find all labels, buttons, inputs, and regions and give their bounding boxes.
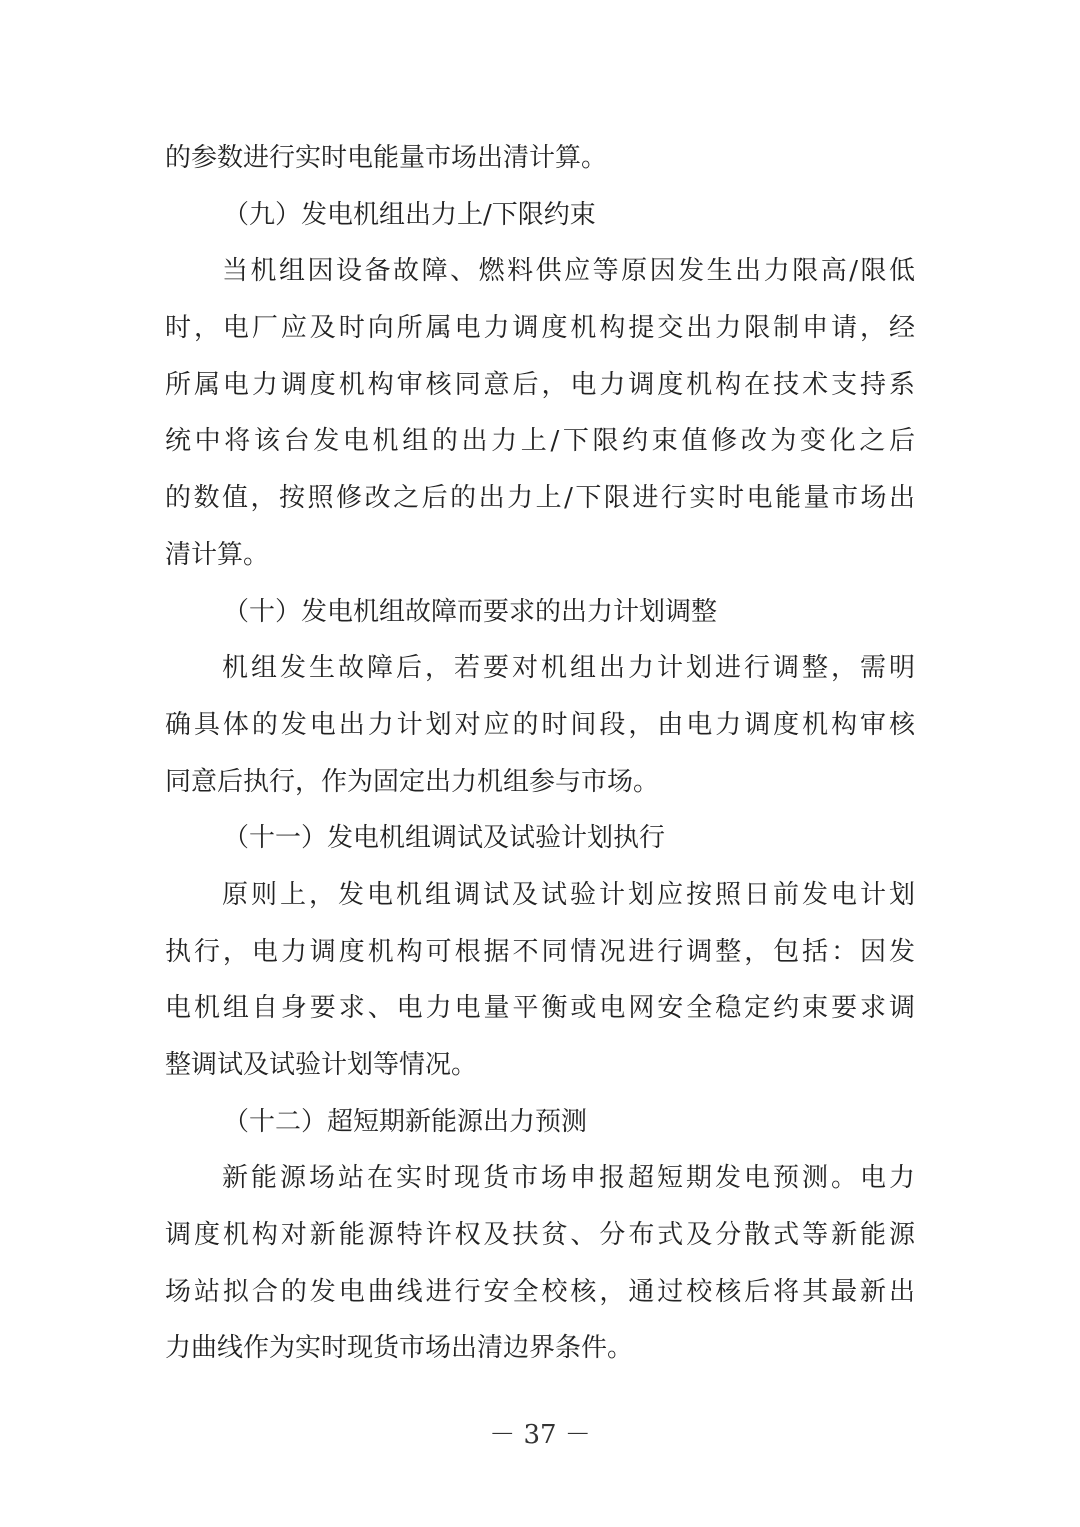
paragraph-line: 的参数进行实时电能量市场出清计算。 <box>165 143 608 173</box>
paragraph-line: 原则上，发电机组调试及试验计划应按照日前发电计划 <box>222 879 915 910</box>
paragraph-line: 力曲线作为实时现货市场出清边界条件。 <box>165 1333 634 1364</box>
paragraph-line: 的数值，按照修改之后的出力上/下限进行实时电能量市场出 <box>165 483 915 514</box>
paragraph-line: 场站拟合的发电曲线进行安全校核，通过校核后将其最新出 <box>165 1276 915 1307</box>
page-number: － 37 － <box>489 1420 591 1450</box>
section-heading-10: （十）发电机组故障而要求的出力计划调整 <box>223 596 718 627</box>
paragraph-line: 调度机构对新能源特许权及扶贫、分布式及分散式等新能源 <box>165 1220 915 1251</box>
section-heading-11: （十一）发电机组调试及试验计划执行 <box>223 823 666 854</box>
paragraph-line: 所属电力调度机构审核同意后，电力调度机构在技术支持系 <box>165 369 915 400</box>
paragraph-line: 确具体的发电出力计划对应的时间段，由电力调度机构审核 <box>165 709 915 740</box>
paragraph-line: 电机组自身要求、电力电量平衡或电网安全稳定约束要求调 <box>165 993 915 1024</box>
document-body <box>165 130 915 1377</box>
paragraph-line: 执行，电力调度机构可根据不同情况进行调整，包括：因发 <box>165 936 915 967</box>
section-heading-9: （九）发电机组出力上/下限约束 <box>223 199 596 230</box>
paragraph-line: 同意后执行，作为固定出力机组参与市场。 <box>165 766 660 797</box>
section-heading-12: （十二）超短期新能源出力预测 <box>223 1106 588 1137</box>
paragraph-line: 整调试及试验计划等情况。 <box>165 1050 478 1080</box>
paragraph-line: 时，电厂应及时向所属电力调度机构提交出力限制申请，经 <box>165 313 915 344</box>
paragraph-line: 机组发生故障后，若要对机组出力计划进行调整，需明 <box>222 653 915 684</box>
paragraph-line: 当机组因设备故障、燃料供应等原因发生出力限高/限低 <box>222 256 915 287</box>
paragraph-line: 清计算。 <box>165 539 270 570</box>
paragraph-line: 新能源场站在实时现货市场申报超短期发电预测。电力 <box>222 1163 915 1194</box>
paragraph-line: 统中将该台发电机组的出力上/下限约束值修改为变化之后 <box>165 426 915 457</box>
